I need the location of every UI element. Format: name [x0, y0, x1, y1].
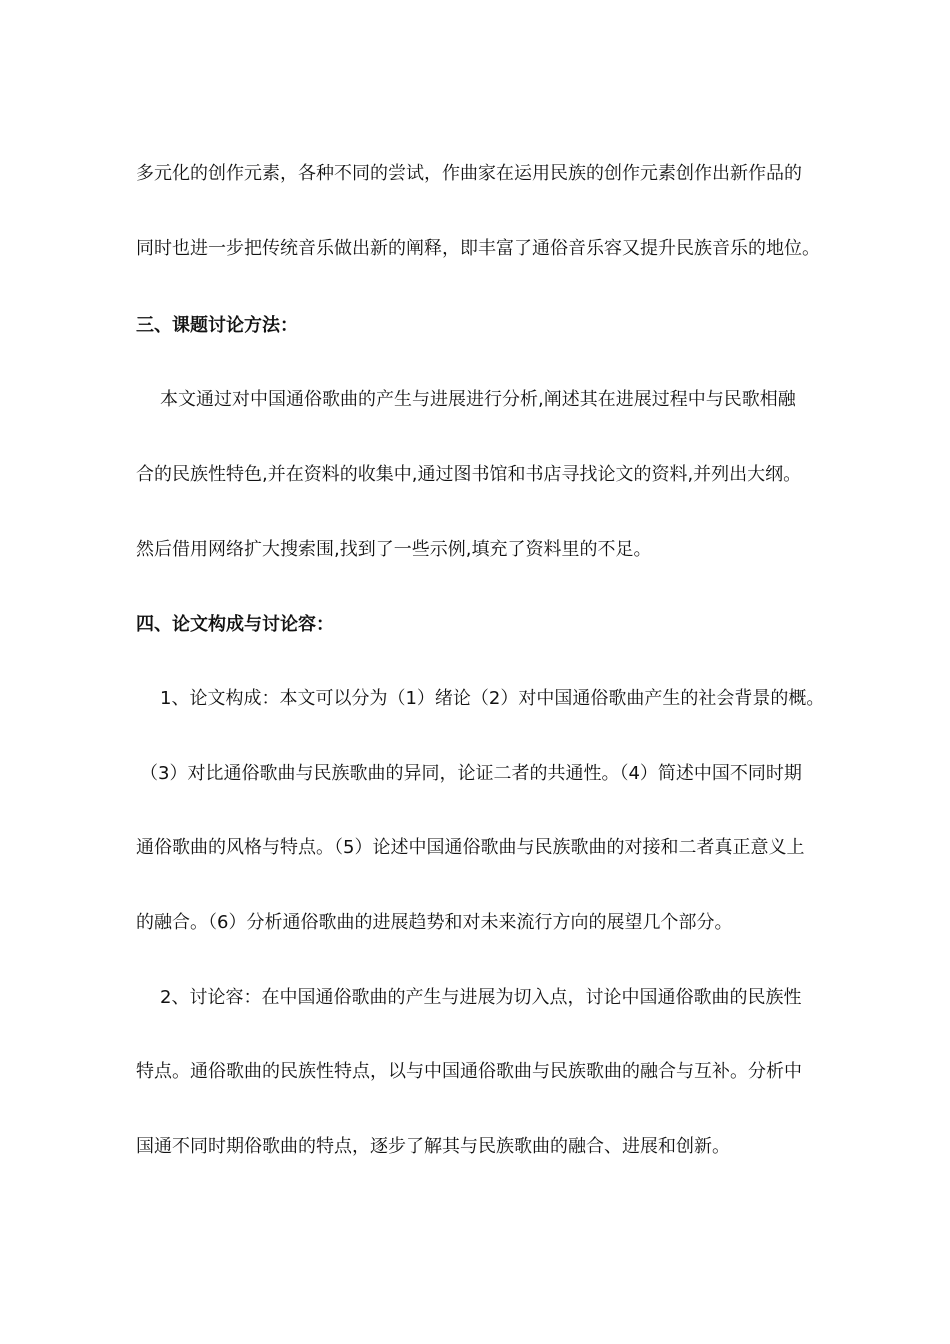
paragraph-line: 多元化的创作元素，各种不同的尝试，作曲家在运用民族的创作元素创作出新作品的 [136, 163, 802, 184]
section-heading-structure: 四、论文构成与讨论容： [136, 614, 334, 635]
paragraph-line: 特点。通俗歌曲的民族性特点，以与中国通俗歌曲与民族歌曲的融合与互补。分析中 [136, 1061, 802, 1082]
paragraph-line: 通俗歌曲的风格与特点。（5）论述中国通俗歌曲与民族歌曲的对接和二者真正意义上 [136, 837, 805, 858]
paragraph-line: 然后借用网络扩大搜索围,找到了一些示例,填充了资料里的不足。 [136, 539, 652, 560]
paragraph-line: 1、论文构成：本文可以分为（1）绪论（2）对中国通俗歌曲产生的社会背景的概。 [160, 688, 825, 709]
paragraph-line: （3）对比通俗歌曲与民族歌曲的异同，论证二者的共通性。（4）简述中国不同时期 [140, 763, 802, 784]
paragraph-line: 国通不同时期俗歌曲的特点，逐步了解其与民族歌曲的融合、进展和创新。 [136, 1136, 730, 1157]
paragraph-line: 2、讨论容：在中国通俗歌曲的产生与进展为切入点，讨论中国通俗歌曲的民族性 [160, 987, 802, 1008]
paragraph-line: 本文通过对中国通俗歌曲的产生与进展进行分析,阐述其在进展过程中与民歌相融 [160, 389, 796, 410]
section-heading-methods: 三、课题讨论方法： [136, 315, 298, 336]
paragraph-line: 的融合。（6）分析通俗歌曲的进展趋势和对未来流行方向的展望几个部分。 [136, 912, 733, 933]
paragraph-line: 合的民族性特色,并在资料的收集中,通过图书馆和书店寻找论文的资料,并列出大纲。 [136, 464, 802, 485]
paragraph-line: 同时也进一步把传统音乐做出新的阐释，即丰富了通俗音乐容又提升民族音乐的地位。 [136, 238, 820, 259]
